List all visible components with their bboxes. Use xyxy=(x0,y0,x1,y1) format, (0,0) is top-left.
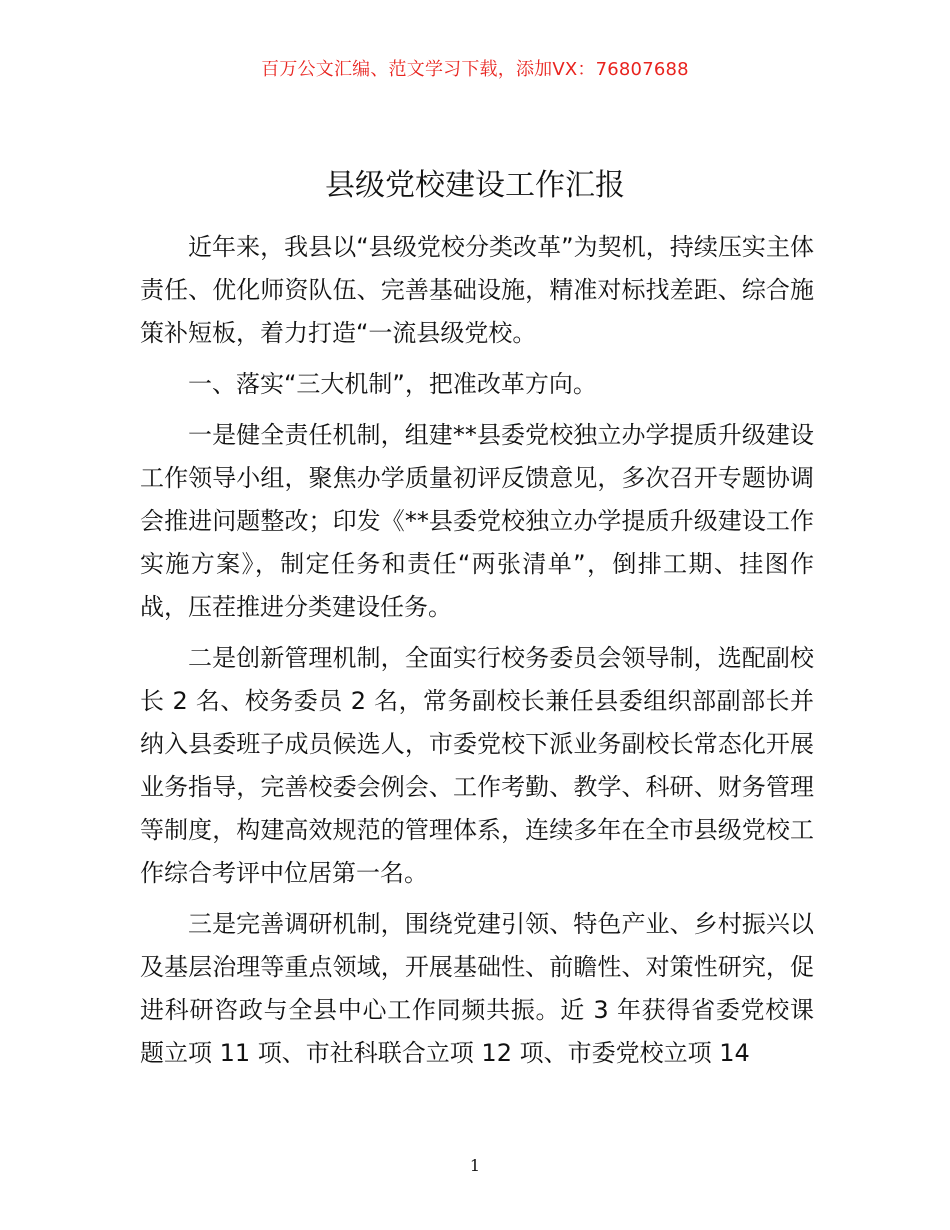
document-title: 县级党校建设工作汇报 xyxy=(325,168,625,203)
paragraph-intro: 近年来，我县以“县级党校分类改革”为契机，持续压实主体责任、优化师资队伍、完善基础设施，精准对标找差距、综合施策补短板，着力打造“一流县级党校。 xyxy=(140,233,814,347)
section-heading-1: 一、落实“三大机制”，把准改革方向。 xyxy=(188,370,597,398)
page-number: 1 xyxy=(469,1156,481,1175)
paragraph-research-mechanism: 三是完善调研机制，围绕党建引领、特色产业、乡村振兴以及基层治理等重点领域，开展基础性、前瞻性、对策性研究，促进科研咨政与全县中心工作同频共振。近 3 年获得省委党校课题立项 11 项、市社科联合立项 12 项、市委党校立项 14 xyxy=(140,910,814,1067)
header-watermark-note: 百万公文汇编、范文学习下载，添加VX：76807688 xyxy=(261,59,689,80)
paragraph-responsibility-mechanism: 一是健全责任机制，组建**县委党校独立办学提质升级建设工作领导小组，聚焦办学质量初评反馈意见，多次召开专题协调会推进问题整改；印发《**县委党校独立办学提质升级建设工作实施方案》，制定任务和责任“两张清单”，倒排工期、挂图作战，压茬推进分类建设任务。 xyxy=(140,421,814,621)
document-body xyxy=(140,226,814,1083)
paragraph-management-mechanism: 二是创新管理机制，全面实行校务委员会领导制，选配副校长 2 名、校务委员 2 名，常务副校长兼任县委组织部副部长并纳入县委班子成员候选人，市委党校下派业务副校长常态化开展业务指导，完善校委会例会、工作考勤、教学、科研、财务管理等制度，构建高效规范的管理体系，连续多年在全市县级党校工作综合考评中位居第一名。 xyxy=(140,644,814,887)
